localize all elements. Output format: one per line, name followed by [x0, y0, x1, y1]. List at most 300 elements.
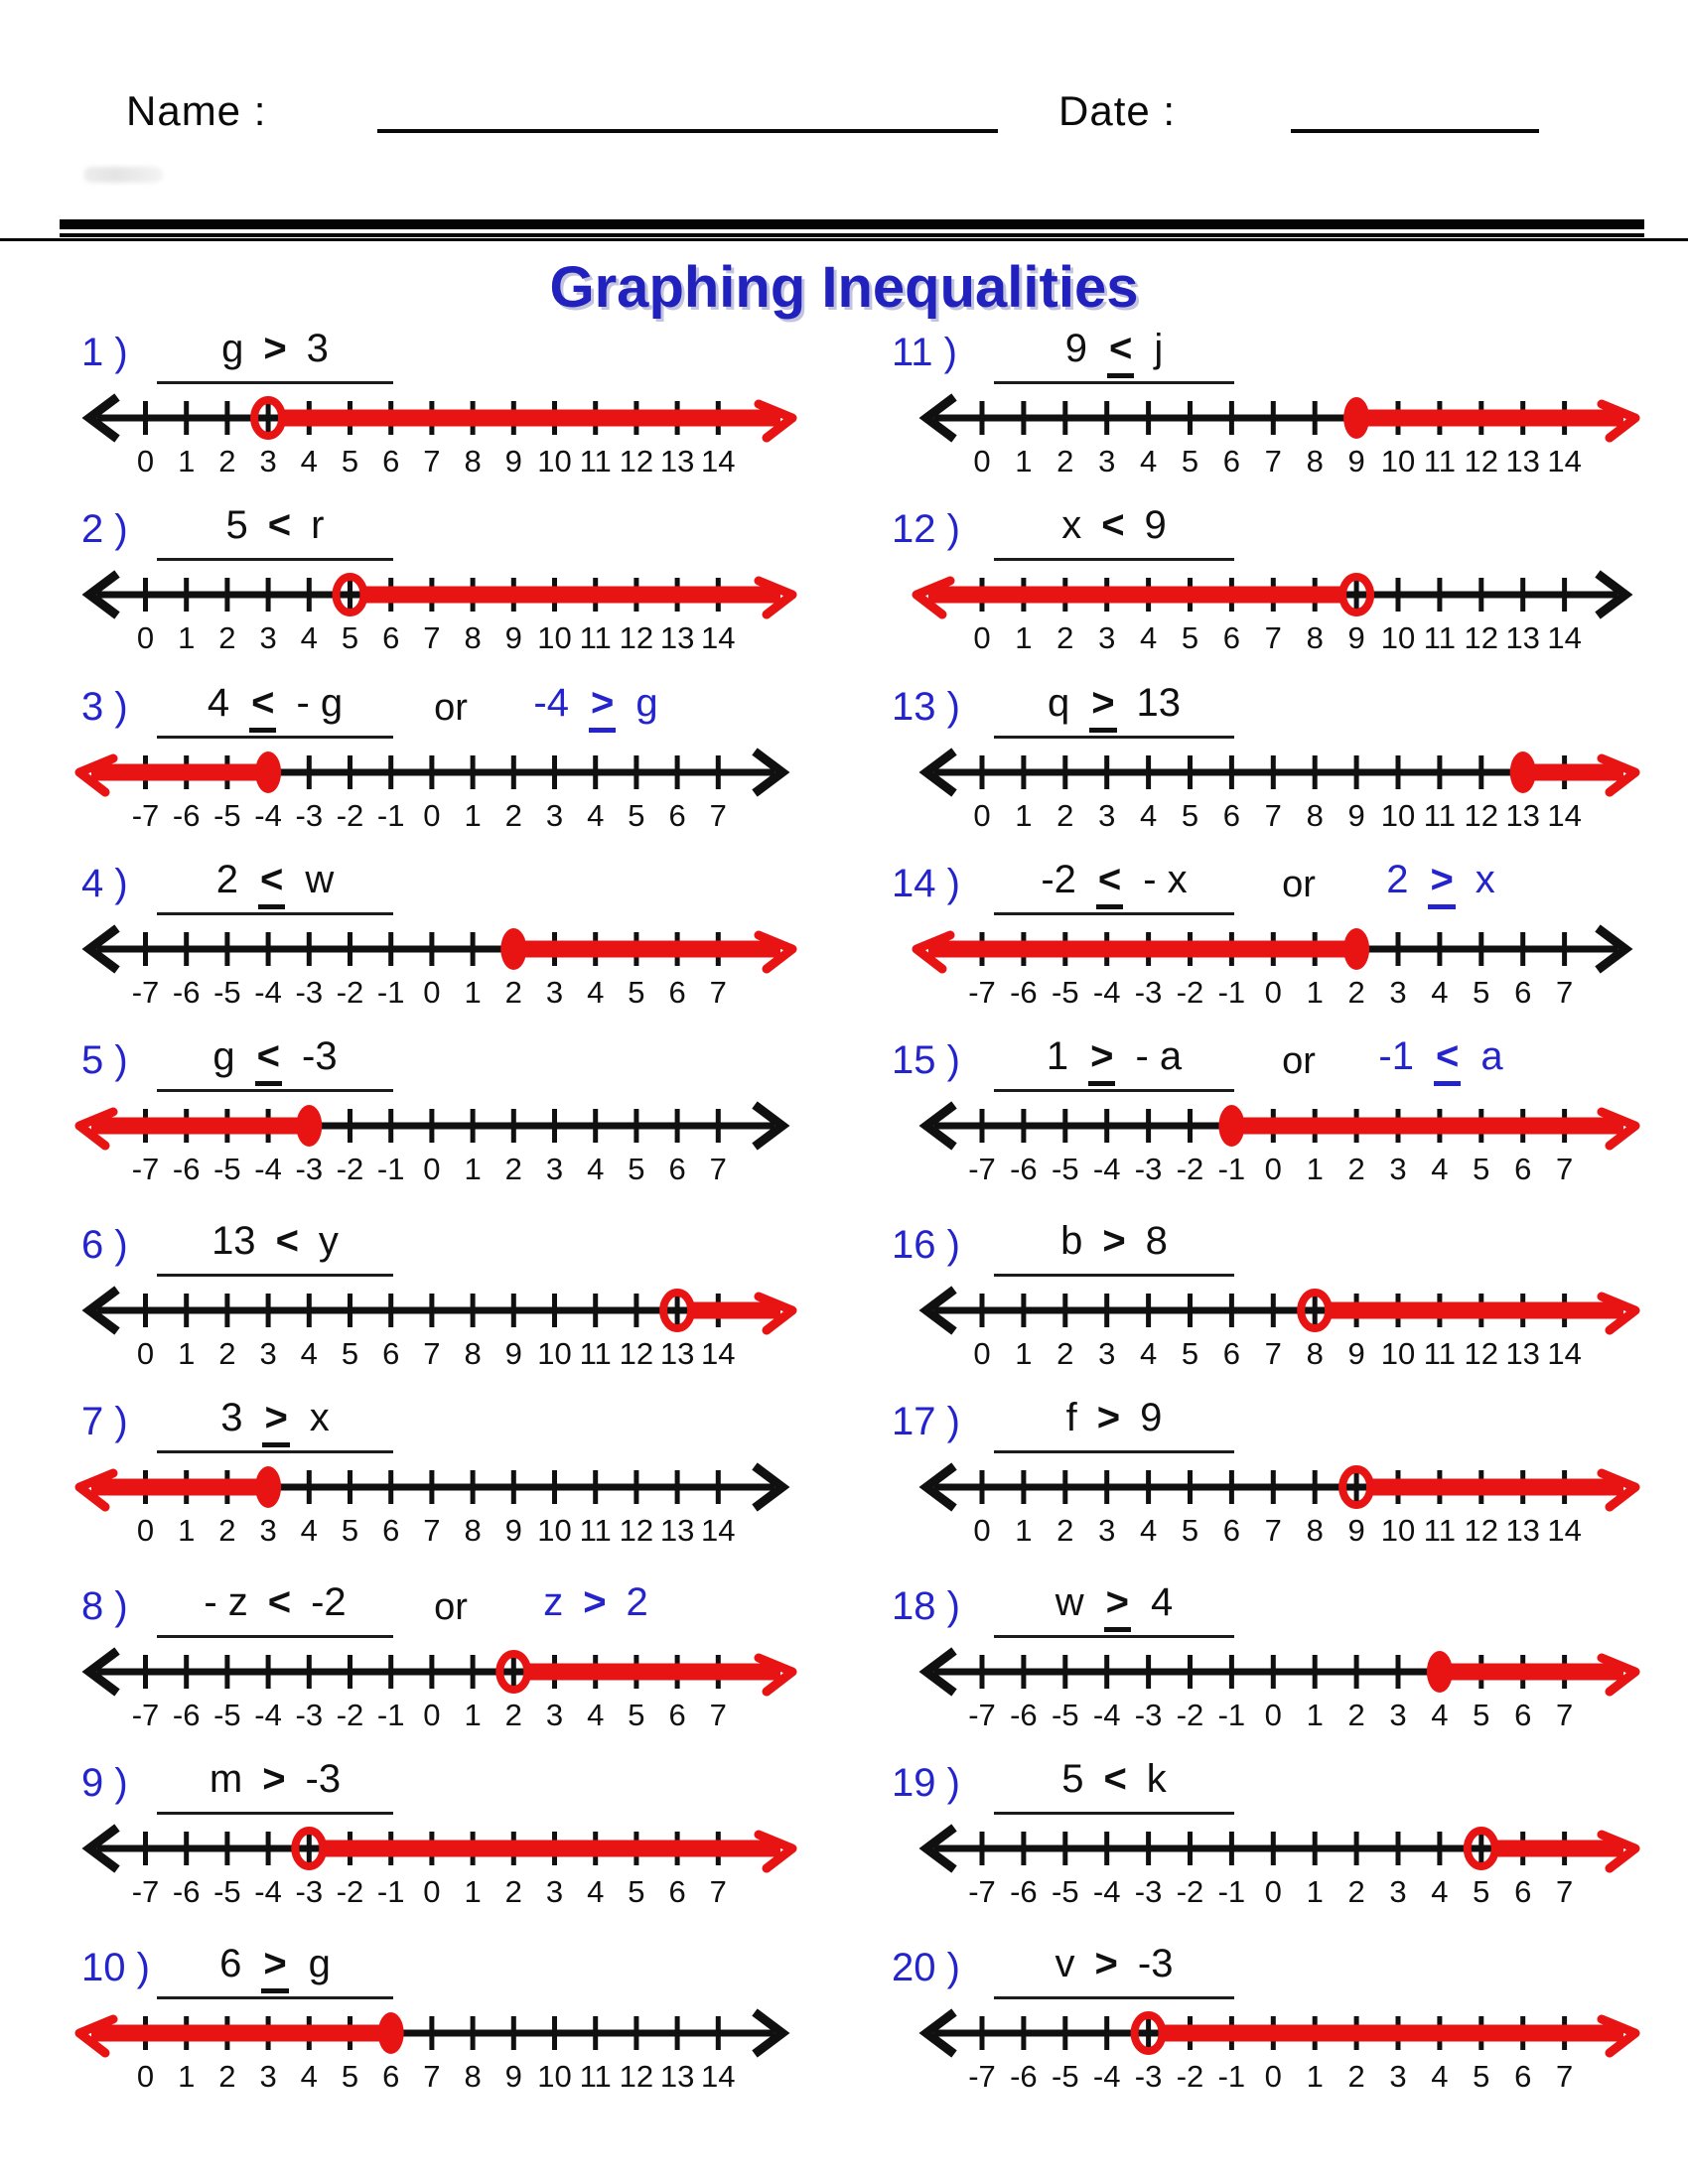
inequality-term: g [212, 1034, 235, 1078]
inequality-alternate [1346, 858, 1535, 909]
inequality-operator: > [262, 1396, 289, 1447]
inequality-term: -3 [302, 1034, 338, 1078]
tick-label: 6 [1222, 1513, 1241, 1548]
inequality-term: x [1475, 858, 1495, 901]
tick-label: 3 [1098, 620, 1116, 655]
tick-label: 9 [504, 444, 522, 478]
inequality-main [157, 1219, 393, 1264]
tick-label: 6 [1222, 798, 1241, 833]
tick-label: 8 [1306, 620, 1324, 655]
inequality-term: 13 [1136, 681, 1182, 725]
inequality-term: a [1480, 1034, 1503, 1078]
tick-label: -6 [172, 1874, 201, 1909]
tick-label: 1 [1306, 1152, 1324, 1186]
tick-label: 4 [587, 798, 605, 833]
tick-label: -6 [1010, 1152, 1038, 1186]
problem-number: 6 ) [81, 1223, 128, 1267]
tick-label: 7 [1264, 1513, 1282, 1548]
tick-label: 0 [1264, 1874, 1282, 1909]
inequality-main [994, 1219, 1234, 1264]
tick-label: 4 [1139, 798, 1158, 833]
tick-label: 3 [545, 1874, 564, 1909]
tick-label: -7 [968, 975, 996, 1010]
tick-label: 5 [341, 444, 359, 478]
tick-label: -6 [1010, 1698, 1038, 1732]
tick-label: -3 [295, 1874, 324, 1909]
inequality-term: w [305, 858, 335, 901]
tick-label: -1 [376, 1698, 405, 1732]
tick-label: 4 [300, 2059, 318, 2094]
tick-label: -7 [968, 2059, 996, 2094]
tick-label: 4 [1431, 1152, 1449, 1186]
tick-label: 10 [537, 444, 572, 478]
tick-label: 5 [1181, 620, 1199, 655]
tick-label: 1 [178, 2059, 196, 2094]
inequality-term: q [1047, 681, 1070, 725]
tick-label: 1 [1306, 1874, 1324, 1909]
inequality-operator: > [1088, 1034, 1115, 1086]
tick-label: 11 [579, 444, 612, 478]
inequality-main [157, 1757, 393, 1802]
inequality-operator: > [1096, 1396, 1121, 1439]
tick-label: 0 [1264, 1698, 1282, 1732]
tick-label: 4 [1431, 1698, 1449, 1732]
tick-label: 11 [1423, 1336, 1456, 1371]
tick-label: 12 [1464, 1336, 1499, 1371]
tick-label: 13 [1505, 444, 1540, 478]
tick-label: 1 [178, 444, 196, 478]
inequality-operator: > [262, 1757, 286, 1801]
tick-label: 11 [579, 620, 612, 655]
inequality-alternate [501, 1580, 690, 1625]
tick-label: -7 [131, 975, 160, 1010]
tick-label: 2 [1056, 444, 1074, 478]
tick-label: -4 [254, 1152, 282, 1186]
tick-label: 13 [1505, 620, 1540, 655]
tick-label: -4 [254, 975, 282, 1010]
tick-label: 6 [668, 798, 686, 833]
tick-label: 0 [423, 1698, 441, 1732]
tick-label: 7 [709, 1874, 727, 1909]
tick-label: 9 [1347, 444, 1365, 478]
tick-label: 11 [579, 1513, 612, 1548]
tick-label: 6 [382, 2059, 400, 2094]
tick-label: 2 [1056, 620, 1074, 655]
tick-label: 5 [1181, 798, 1199, 833]
tick-label: 0 [136, 444, 155, 478]
tick-label: 5 [1473, 1698, 1490, 1732]
closed-circle-marker [1343, 928, 1369, 970]
tick-label: 13 [1505, 1336, 1540, 1371]
inequality-operator: < [275, 1219, 299, 1263]
tick-label: -4 [254, 1874, 282, 1909]
tick-label: 7 [1555, 975, 1574, 1010]
inequality-operator: > [1089, 681, 1116, 733]
tick-label: 5 [1473, 1152, 1490, 1186]
tick-label: 8 [464, 2059, 482, 2094]
inequality-operator: < [255, 1034, 282, 1086]
tick-label: 3 [259, 2059, 277, 2094]
tick-label: 7 [709, 1698, 727, 1732]
inequality-main [157, 1396, 393, 1447]
tick-label: 2 [218, 444, 236, 478]
tick-label: 6 [1514, 2059, 1532, 2094]
tick-label: -7 [131, 1152, 160, 1186]
tick-label: 7 [709, 798, 727, 833]
tick-label: 2 [218, 1513, 236, 1548]
tick-label: -1 [1217, 1698, 1246, 1732]
tick-label: 5 [341, 1513, 359, 1548]
tick-label: 3 [1098, 1336, 1116, 1371]
tick-label: 12 [1464, 798, 1499, 833]
tick-label: 2 [504, 1152, 522, 1186]
problem-number: 17 ) [892, 1400, 960, 1443]
tick-label: 2 [1056, 798, 1074, 833]
inequality-term: 9 [1140, 1396, 1163, 1439]
tick-label: 1 [1015, 444, 1033, 478]
tick-label: 0 [1264, 975, 1282, 1010]
tick-label: -6 [172, 975, 201, 1010]
tick-label: -4 [1092, 975, 1121, 1010]
tick-label: 1 [178, 620, 196, 655]
inequality-operator: < [1096, 858, 1123, 909]
tick-label: 14 [1547, 620, 1582, 655]
tick-label: 4 [587, 975, 605, 1010]
tick-label: 12 [619, 1336, 654, 1371]
tick-label: 0 [136, 1513, 155, 1548]
inequality-term: r [311, 503, 325, 547]
tick-label: -4 [1092, 2059, 1121, 2094]
tick-label: -4 [1092, 1874, 1121, 1909]
closed-circle-marker [1427, 1651, 1453, 1693]
tick-label: 3 [259, 1336, 277, 1371]
tick-label: -2 [336, 1152, 364, 1186]
tick-label: -2 [1176, 1698, 1204, 1732]
tick-label: -3 [295, 1152, 324, 1186]
tick-label: -6 [1010, 2059, 1038, 2094]
tick-label: 13 [659, 1513, 695, 1548]
tick-label: 1 [464, 798, 482, 833]
inequality-main [157, 327, 393, 371]
tick-label: -1 [1217, 1874, 1246, 1909]
tick-label: 7 [709, 975, 727, 1010]
tick-label: 13 [659, 2059, 695, 2094]
tick-label: 0 [136, 1336, 155, 1371]
inequality-main [994, 1396, 1234, 1440]
tick-label: 12 [619, 1513, 654, 1548]
tick-label: -5 [213, 1152, 241, 1186]
tick-label: -5 [213, 798, 241, 833]
tick-label: 3 [1098, 1513, 1116, 1548]
tick-label: 0 [973, 620, 991, 655]
tick-label: 7 [1555, 1874, 1574, 1909]
tick-label: 4 [587, 1152, 605, 1186]
tick-label: 7 [423, 444, 441, 478]
tick-label: 14 [701, 620, 736, 655]
inequality-main [157, 503, 393, 548]
tick-label: 6 [668, 975, 686, 1010]
tick-label: 2 [504, 1874, 522, 1909]
inequality-main [994, 503, 1234, 548]
tick-label: 6 [668, 1874, 686, 1909]
tick-label: 4 [300, 1336, 318, 1371]
tick-label: 14 [1547, 1336, 1582, 1371]
tick-label: -5 [1052, 975, 1079, 1010]
inequality-term: 3 [220, 1396, 243, 1439]
inequality-term: 2 [215, 858, 238, 901]
inequality-alternate [501, 681, 690, 733]
tick-label: 3 [545, 975, 564, 1010]
inequality-term: g [308, 1942, 331, 1985]
problem-number: 15 ) [892, 1038, 960, 1082]
tick-label: 2 [504, 798, 522, 833]
date-blank-line [1291, 129, 1539, 133]
tick-label: 2 [1347, 1698, 1365, 1732]
tick-label: 9 [1347, 1513, 1365, 1548]
tick-label: 5 [628, 1698, 645, 1732]
tick-label: 9 [504, 2059, 522, 2094]
tick-label: -5 [1052, 2059, 1079, 2094]
tick-label: 12 [1464, 1513, 1499, 1548]
date-label: Date : [1058, 87, 1177, 134]
inequality-term: 5 [225, 503, 248, 547]
inequality-term: x [309, 1396, 330, 1439]
inequality-operator: > [1102, 1219, 1126, 1263]
inequality-term: - g [296, 681, 344, 725]
inequality-main [157, 1580, 393, 1625]
tick-label: 1 [1015, 1336, 1033, 1371]
tick-label: 2 [218, 2059, 236, 2094]
inequality-term: v [1055, 1942, 1075, 1985]
tick-label: 1 [1015, 798, 1033, 833]
inequality-term: 5 [1061, 1757, 1084, 1801]
tick-label: 11 [1423, 620, 1456, 655]
tick-label: 7 [423, 2059, 441, 2094]
tick-label: 2 [1347, 1152, 1365, 1186]
tick-label: 5 [628, 798, 645, 833]
inequality-term: g [221, 327, 244, 370]
tick-label: 5 [628, 1152, 645, 1186]
closed-circle-marker [1218, 1105, 1244, 1147]
tick-label: 12 [1464, 444, 1499, 478]
or-label: or [1282, 1040, 1316, 1082]
tick-label: 7 [1264, 798, 1282, 833]
tick-label: 5 [1473, 975, 1490, 1010]
problem-number: 18 ) [892, 1584, 960, 1628]
tick-label: 3 [1389, 1874, 1407, 1909]
tick-label: 11 [579, 2059, 612, 2094]
tick-label: 0 [136, 620, 155, 655]
inequality-term: z [543, 1580, 564, 1624]
inequality-operator: > [1428, 858, 1455, 909]
tick-label: 1 [1015, 1513, 1033, 1548]
tick-label: 14 [701, 1513, 736, 1548]
tick-label: 4 [587, 1874, 605, 1909]
tick-label: -5 [213, 1698, 241, 1732]
tick-label: 1 [1015, 620, 1033, 655]
tick-label: -3 [1134, 1152, 1163, 1186]
tick-label: -7 [968, 1874, 996, 1909]
problem-number: 3 ) [81, 685, 128, 729]
inequality-term: -2 [1041, 858, 1076, 901]
tick-label: 4 [300, 444, 318, 478]
inequality-term: g [635, 681, 658, 725]
tick-label: 6 [382, 1513, 400, 1548]
inequality-term: -1 [1378, 1034, 1414, 1078]
tick-label: 3 [259, 1513, 277, 1548]
tick-label: 6 [1222, 444, 1241, 478]
or-label: or [434, 687, 468, 729]
tick-label: 12 [619, 2059, 654, 2094]
inequality-term: y [318, 1219, 339, 1263]
tick-label: 10 [1380, 1336, 1416, 1371]
tick-label: 3 [1389, 2059, 1407, 2094]
tick-label: -2 [1176, 1152, 1204, 1186]
tick-label: 9 [504, 1336, 522, 1371]
tick-label: 12 [1464, 620, 1499, 655]
inequality-main [994, 1034, 1234, 1086]
or-label: or [434, 1586, 468, 1628]
tick-label: 9 [504, 620, 522, 655]
tick-label: 5 [1181, 1513, 1199, 1548]
tick-label: 6 [1514, 1698, 1532, 1732]
tick-label: 7 [1264, 1336, 1282, 1371]
tick-label: 7 [1555, 2059, 1574, 2094]
tick-label: -7 [968, 1698, 996, 1732]
inequality-term: - z [204, 1580, 248, 1624]
inequality-term: - a [1135, 1034, 1183, 1078]
tick-label: 2 [218, 1336, 236, 1371]
tick-label: 1 [1306, 975, 1324, 1010]
separator-double-rule [60, 219, 1644, 237]
inequality-term: m [209, 1757, 243, 1801]
tick-label: 0 [423, 975, 441, 1010]
tick-label: 8 [1306, 444, 1324, 478]
inequality-main [994, 1757, 1234, 1802]
tick-label: -2 [336, 1874, 364, 1909]
tick-label: 5 [628, 975, 645, 1010]
tick-label: 9 [1347, 798, 1365, 833]
tick-label: 13 [659, 444, 695, 478]
tick-label: -6 [172, 1152, 201, 1186]
problem-number: 13 ) [892, 685, 960, 729]
tick-label: 5 [341, 2059, 359, 2094]
tick-label: -2 [336, 798, 364, 833]
inequality-operator: < [1103, 1757, 1127, 1801]
tick-label: 4 [1431, 1874, 1449, 1909]
inequality-term: j [1154, 327, 1164, 370]
tick-label: 2 [1347, 2059, 1365, 2094]
tick-label: 11 [1423, 798, 1456, 833]
tick-label: 13 [659, 1336, 695, 1371]
tick-label: 6 [382, 1336, 400, 1371]
inequality-term: 2 [1386, 858, 1409, 901]
tick-label: 1 [464, 975, 482, 1010]
tick-label: 11 [1423, 1513, 1456, 1548]
tick-label: 12 [619, 620, 654, 655]
tick-label: 5 [1181, 444, 1199, 478]
tick-label: 13 [1505, 1513, 1540, 1548]
tick-label: 0 [973, 1513, 991, 1548]
tick-label: -5 [1052, 1698, 1079, 1732]
inequality-term: 4 [207, 681, 230, 725]
inequality-operator: > [263, 327, 287, 370]
tick-label: -1 [376, 798, 405, 833]
tick-label: 14 [701, 444, 736, 478]
tick-label: 3 [259, 620, 277, 655]
tick-label: 4 [1431, 975, 1449, 1010]
eraser-smudge [83, 167, 163, 183]
tick-label: 6 [668, 1152, 686, 1186]
tick-label: 6 [1514, 1874, 1532, 1909]
tick-label: 5 [341, 620, 359, 655]
tick-label: 4 [1139, 1336, 1158, 1371]
tick-label: -2 [336, 975, 364, 1010]
tick-label: 3 [259, 444, 277, 478]
inequality-alternate [1346, 1034, 1535, 1086]
tick-label: -6 [1010, 975, 1038, 1010]
problem-number: 10 ) [81, 1946, 150, 1989]
tick-label: 1 [1306, 2059, 1324, 2094]
tick-label: -5 [1052, 1152, 1079, 1186]
inequality-term: -3 [305, 1757, 342, 1801]
tick-label: -3 [295, 1698, 324, 1732]
inequality-operator: < [1434, 1034, 1461, 1086]
tick-label: 0 [136, 2059, 155, 2094]
inequality-main [157, 1034, 393, 1086]
tick-label: 0 [1264, 1152, 1282, 1186]
inequality-term: 8 [1145, 1219, 1168, 1263]
tick-label: -4 [254, 798, 282, 833]
tick-label: 8 [464, 444, 482, 478]
problem-number: 4 ) [81, 862, 128, 905]
inequality-term: -4 [533, 681, 569, 725]
tick-label: 2 [504, 975, 522, 1010]
tick-label: 7 [1264, 444, 1282, 478]
tick-label: 0 [1264, 2059, 1282, 2094]
tick-label: -7 [131, 798, 160, 833]
tick-label: 9 [1347, 620, 1365, 655]
tick-label: 6 [1222, 620, 1241, 655]
tick-label: 0 [973, 444, 991, 478]
inequality-operator: < [1101, 503, 1125, 547]
inequality-operator: < [1107, 327, 1134, 378]
worksheet-title: Graphing Inequalities [549, 255, 1139, 320]
problem-number: 20 ) [892, 1946, 960, 1989]
tick-label: 14 [1547, 444, 1582, 478]
tick-label: 11 [1423, 444, 1456, 478]
tick-label: 14 [701, 1336, 736, 1371]
tick-label: -1 [376, 1874, 405, 1909]
tick-label: 1 [464, 1698, 482, 1732]
tick-label: 8 [1306, 798, 1324, 833]
problem-number: 14 ) [892, 862, 960, 905]
tick-label: -3 [295, 798, 324, 833]
tick-label: -3 [1134, 1698, 1163, 1732]
tick-label: 8 [1306, 1513, 1324, 1548]
tick-label: 12 [619, 444, 654, 478]
inequality-operator: > [1094, 1942, 1118, 1985]
tick-label: 2 [1347, 975, 1365, 1010]
tick-label: 4 [1139, 1513, 1158, 1548]
tick-label: -5 [1052, 1874, 1079, 1909]
inequality-operator: > [261, 1942, 288, 1993]
tick-label: 3 [545, 1698, 564, 1732]
tick-label: -4 [1092, 1152, 1121, 1186]
tick-label: 3 [545, 798, 564, 833]
tick-label: 7 [423, 620, 441, 655]
tick-label: 1 [1306, 1698, 1324, 1732]
